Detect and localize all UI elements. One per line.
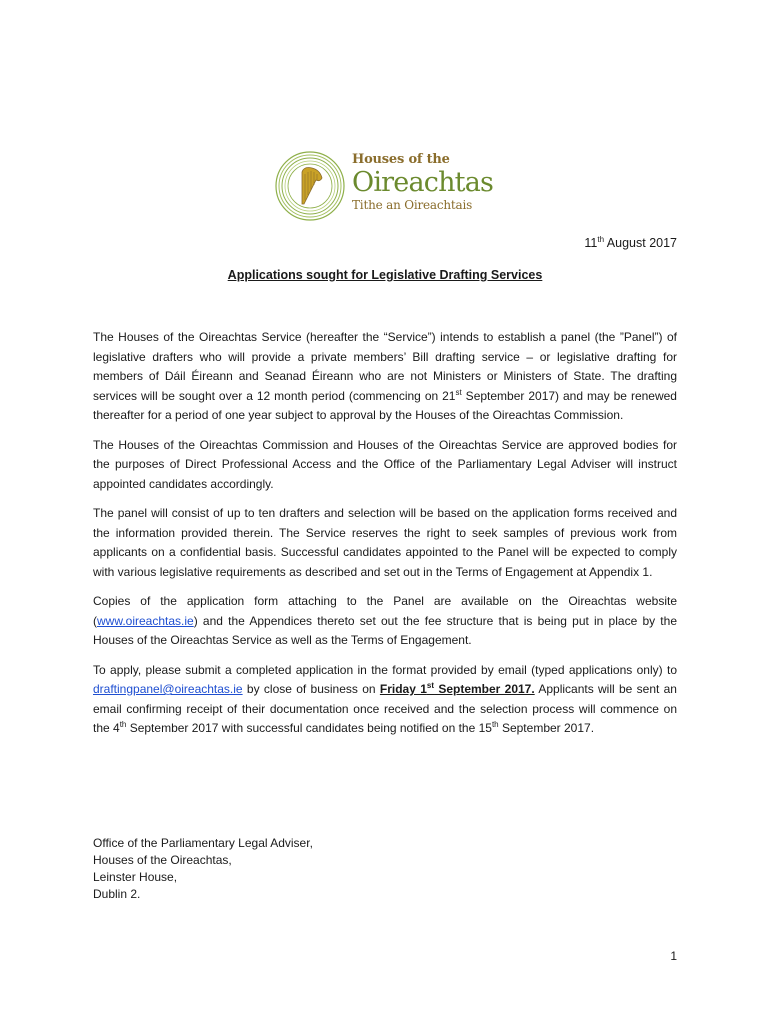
oireachtas-logo [274, 150, 504, 222]
logo-line-3: Tithe an Oireachtais [352, 198, 473, 212]
document-heading: Applications sought for Legislative Drafting Services [227, 268, 543, 282]
p1-sup: st [455, 387, 462, 397]
p1-text-b: September 2017) and may be renewed thereafter for a period of one year subject to approval by the Houses of the Oireachtas Commission. [93, 388, 677, 422]
page-number: 1 [670, 949, 677, 963]
website-link[interactable]: www.oireachtas.ie [97, 613, 194, 628]
email-link[interactable]: draftingpanel@oireachtas.ie [93, 682, 243, 696]
deadline-a: Friday 1 [379, 682, 427, 696]
date-day: 11 [584, 236, 598, 250]
p4-text-b: ) and the Appendices thereto set out the fee structure that is being put in place by the Houses of the Oireachtas Service as well as the Terms of Engagement. [93, 613, 677, 647]
date-rest: August 2017 [604, 236, 677, 250]
p5-text-b: by close of business on [242, 682, 380, 696]
paragraph-4 [93, 592, 677, 651]
date-suffix: th [597, 234, 605, 244]
logo-line-1: Houses of the [352, 152, 450, 167]
address-block [93, 835, 313, 903]
address-line-3: Leinster House, [93, 870, 178, 884]
p5-text-a: To apply, please submit a completed application in the format provided by email (typed applications only) to [93, 662, 677, 677]
paragraph-2: The Houses of the Oireachtas Commission and Houses of the Oireachtas Service are approved bodies for the purposes of Direct Professional Access and the Office of the Parliamentary Legal Adviser will instruct appointed candidates accordingly. [93, 437, 677, 491]
document-body [93, 328, 677, 749]
address-line-2: Houses of the Oireachtas, [93, 853, 232, 867]
paragraph-5 [93, 661, 677, 739]
p1-text-a: The Houses of the Oireachtas Service (hereafter the “Service”) intends to establish a panel (the ”Panel”) of legislative drafters who will provide a private members’ Bill drafting service – or legislative drafting for members of Dáil Éireann and Seanad Éireann who are not Ministers or Ministers of State. The drafting services will be sought over a 12 month period (commencing on 21 [93, 330, 677, 403]
p5-text-e: September 2017. [498, 721, 595, 735]
deadline-sup: st [426, 681, 435, 690]
harp-seal-icon [274, 150, 346, 222]
p5-text-c: Applicants will be sent an email confirming receipt of their documentation once received and the selection process will commence on the 4 [93, 682, 677, 735]
paragraph-3: The panel will consist of up to ten drafters and selection will be based on the application forms received and the information provided therein. The Service reserves the right to seek samples of previous work from applicants on a confidential basis. Successful candidates appointed to the Panel will be expected to comply with various legislative requirements as described and set out in the Terms of Engagement at Appendix 1. [93, 506, 677, 579]
deadline [380, 682, 535, 696]
letter-date [584, 236, 677, 250]
logo-text [352, 152, 493, 212]
p5-text-d: September 2017 with successful candidates being notified on the 15 [126, 721, 492, 735]
p5-sup-1: th [119, 720, 127, 729]
address-line-4: Dublin 2. [93, 887, 141, 901]
paragraph-1 [93, 328, 677, 426]
p4-text-a: Copies of the application form attaching to the Panel are available on the Oireachtas website ( [93, 594, 677, 628]
address-line-1: Office of the Parliamentary Legal Adviser, [93, 836, 313, 850]
deadline-b: September 2017. [434, 682, 535, 696]
p5-sup-2: th [491, 720, 499, 729]
logo-line-2: Oireachtas [352, 167, 494, 198]
